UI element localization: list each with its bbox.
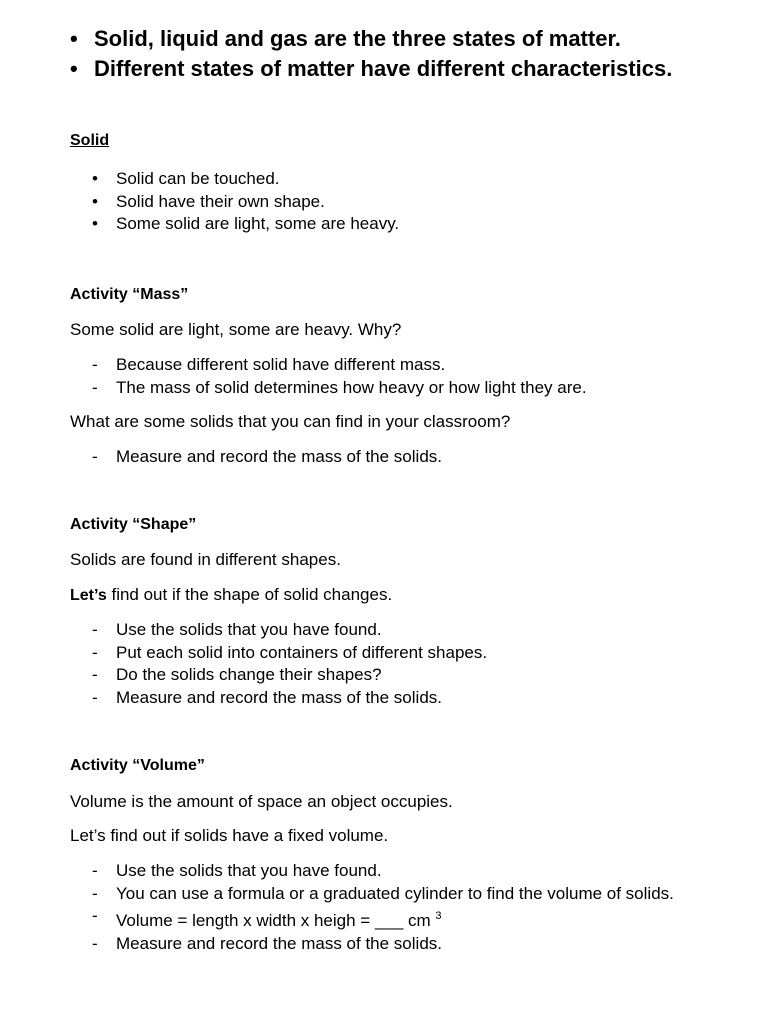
list-item-text: Measure and record the mass of the solids.: [116, 447, 442, 466]
list-item-text: The mass of solid determines how heavy or how light they are.: [116, 377, 587, 397]
list-item: [92, 446, 442, 469]
list-item-text: Solid have their own shape.: [116, 191, 325, 211]
mass-question: Some solid are light, some are heavy. Why?: [70, 320, 402, 339]
dash-marker: -: [92, 883, 98, 903]
volume-activity-heading: Activity “Volume”: [70, 757, 205, 774]
list-item: [92, 213, 399, 236]
list-item: [92, 191, 399, 214]
list-item: [92, 664, 487, 687]
dash-marker: -: [92, 665, 98, 684]
shape-prompt-text: find out if the shape of solid changes.: [106, 585, 393, 604]
list-item: [92, 377, 587, 400]
mass-answers-list: [92, 354, 587, 399]
list-item-text: Do the solids change their shapes?: [116, 665, 382, 684]
shape-prompt: [70, 585, 392, 605]
intro-item-text: Solid, liquid and gas are the three states of matter.: [94, 26, 621, 51]
list-item: [92, 905, 674, 933]
list-item: [92, 687, 487, 710]
dash-marker: -: [92, 377, 98, 397]
intro-bullet-list: [70, 24, 672, 84]
bullet-icon: •: [70, 26, 78, 51]
list-item-text: Measure and record the mass of the solids.: [116, 687, 442, 707]
list-item: [92, 642, 487, 665]
dash-marker: -: [92, 642, 98, 662]
shape-activity-heading: Activity “Shape”: [70, 516, 197, 533]
bullet-icon: •: [70, 56, 78, 81]
volume-formula-text: Volume = length x width x heigh = ___ cm: [116, 911, 436, 930]
list-item: [92, 860, 674, 883]
volume-definition: Volume is the amount of space an object occupies.: [70, 792, 453, 811]
list-item-text: Measure and record the mass of the solids.: [116, 933, 442, 953]
list-item-text: Solid can be touched.: [116, 169, 280, 188]
list-item-text: Use the solids that you have found.: [116, 861, 382, 880]
solid-heading: Solid: [70, 132, 110, 149]
list-item: [92, 354, 587, 377]
list-item-text: Put each solid into containers of different shapes.: [116, 642, 488, 662]
list-item-text: Because different solid have different mass.: [116, 355, 446, 374]
dash-marker: -: [92, 906, 98, 925]
intro-item: [70, 54, 672, 84]
cube-superscript: 3: [435, 910, 442, 922]
bullet-icon: •: [92, 191, 98, 211]
dash-marker: -: [92, 687, 98, 707]
dash-marker: -: [92, 933, 98, 953]
dash-marker: -: [92, 861, 98, 880]
shape-statement: Solids are found in different shapes.: [70, 550, 341, 569]
list-item: [92, 619, 487, 642]
list-item: [92, 933, 674, 956]
intro-item-text: Different states of matter have different characteristics.: [94, 56, 673, 81]
classroom-question: What are some solids that you can find in your classroom?: [70, 412, 511, 431]
list-item: [92, 883, 674, 906]
volume-formula: [116, 911, 442, 930]
shape-steps-list: [92, 619, 487, 709]
bullet-icon: •: [92, 214, 98, 233]
list-item-text: Use the solids that you have found.: [116, 620, 382, 639]
list-item-text: Some solid are light, some are heavy.: [116, 214, 400, 233]
mass-activity-heading: Activity “Mass”: [70, 286, 189, 303]
intro-item: [70, 24, 672, 54]
dash-marker: -: [92, 447, 98, 466]
shape-prompt-bold: Let’s: [70, 587, 107, 604]
dash-marker: -: [92, 355, 98, 374]
list-item: [92, 168, 399, 191]
mass-tasks-list: [92, 446, 442, 469]
volume-prompt: Let’s find out if solids have a fixed volume.: [70, 826, 389, 845]
dash-marker: -: [92, 620, 98, 639]
list-item-text: You can use a formula or a graduated cylinder to find the volume of solids.: [116, 883, 674, 903]
volume-steps-list: [92, 860, 674, 955]
solid-properties-list: [92, 168, 399, 236]
bullet-icon: •: [92, 169, 98, 188]
